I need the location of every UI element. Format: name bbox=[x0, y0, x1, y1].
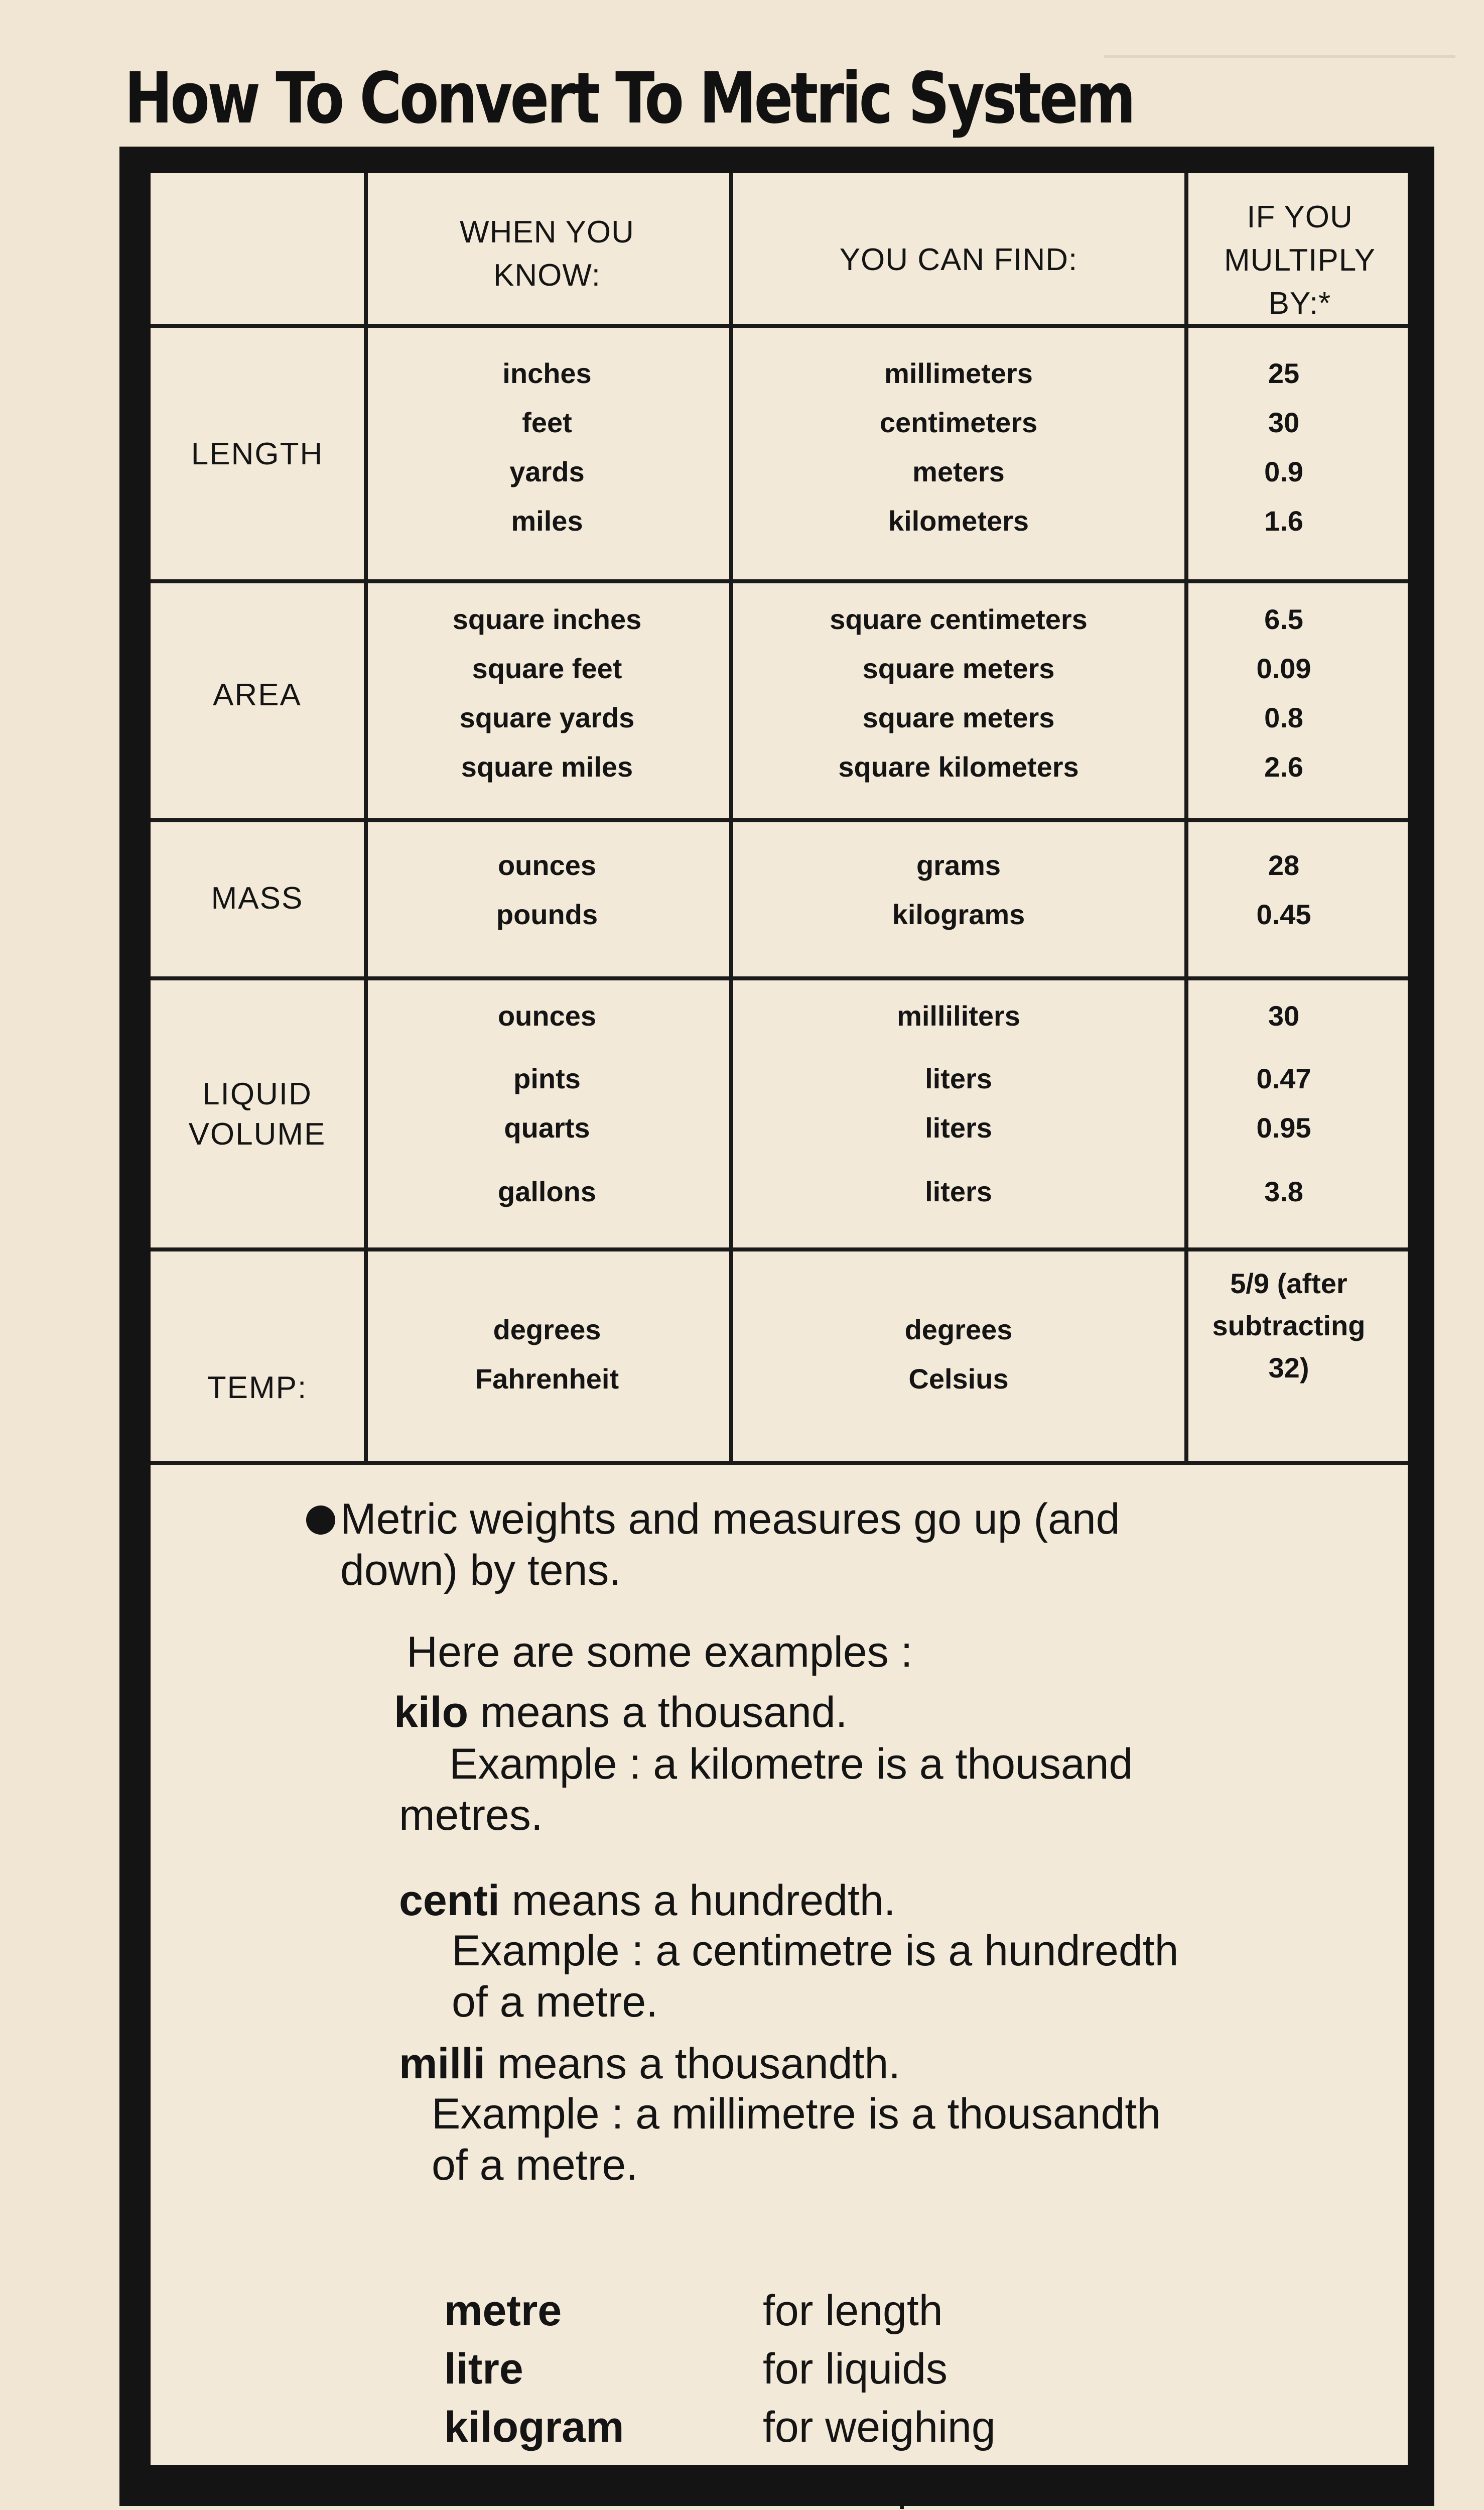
know-pounds: pounds bbox=[496, 899, 598, 930]
milli-line bbox=[399, 2038, 900, 2089]
find-square-meters-1: square meters bbox=[862, 653, 1055, 684]
multiply-30-volume: 30 bbox=[1268, 1000, 1300, 1032]
know-square-yards: square yards bbox=[459, 702, 635, 733]
kilo-term: kilo bbox=[394, 1688, 469, 1736]
multiply-0-45: 0.45 bbox=[1256, 899, 1311, 930]
know-pints: pints bbox=[513, 1063, 581, 1094]
category-liquid-volume bbox=[151, 1074, 364, 1155]
multiply-0-8: 0.8 bbox=[1264, 702, 1303, 733]
col-divider-3 bbox=[1184, 173, 1188, 1461]
use-temperature: for temperature bbox=[763, 2461, 1058, 2509]
find-square-kilometers: square kilometers bbox=[838, 751, 1079, 783]
know-temp-line2: Fahrenheit bbox=[475, 1363, 619, 1395]
category-length: LENGTH bbox=[191, 437, 324, 471]
multiply-0-9: 0.9 bbox=[1264, 456, 1303, 487]
category-mass: MASS bbox=[211, 881, 304, 916]
multiply-25: 25 bbox=[1268, 357, 1300, 389]
unit-litre: litre bbox=[444, 2345, 523, 2393]
multiply-3-8: 3.8 bbox=[1264, 1176, 1303, 1207]
find-meters: meters bbox=[912, 456, 1005, 487]
find-degrees-celsius bbox=[733, 1305, 1184, 1404]
kilo-example bbox=[399, 1738, 1353, 1841]
row-divider-length bbox=[151, 579, 1408, 583]
category-area: AREA bbox=[213, 678, 302, 712]
row-divider-area bbox=[151, 818, 1408, 822]
unit-metre: metre bbox=[444, 2287, 562, 2335]
multiply-temp-line1: 5/9 (after bbox=[1230, 1268, 1347, 1299]
row-divider-volume bbox=[151, 1247, 1408, 1251]
know-yards: yards bbox=[509, 456, 585, 487]
know-ounces-mass: ounces bbox=[497, 849, 597, 881]
find-centimeters: centimeters bbox=[879, 407, 1038, 438]
multiply-2-6: 2.6 bbox=[1264, 751, 1303, 783]
know-gallons: gallons bbox=[497, 1176, 597, 1207]
know-miles: miles bbox=[511, 505, 583, 537]
unit-kilogram: kilogram bbox=[444, 2403, 624, 2451]
page-title: How To Convert To Metric System bbox=[124, 58, 1134, 140]
know-degrees-fahrenheit bbox=[364, 1305, 730, 1404]
know-quarts: quarts bbox=[504, 1112, 590, 1144]
milli-example bbox=[432, 2088, 1360, 2191]
find-milliliters: milliliters bbox=[897, 1000, 1020, 1032]
find-grams: grams bbox=[916, 849, 1001, 881]
bullet-line1: Metric weights and measures go up (and bbox=[340, 1495, 1120, 1543]
centi-example bbox=[452, 1925, 1380, 2028]
know-square-feet: square feet bbox=[472, 653, 622, 684]
multiply-0-47: 0.47 bbox=[1256, 1063, 1311, 1094]
find-kilograms: kilograms bbox=[892, 899, 1025, 930]
bullet-line2: down) by tens. bbox=[340, 1546, 621, 1594]
header-you-can-find: YOU CAN FIND: bbox=[839, 242, 1078, 277]
know-square-inches: square inches bbox=[452, 603, 642, 635]
row-divider-mass bbox=[151, 976, 1408, 980]
milli-example-line1: Example : a millimetre is a thousandth bbox=[432, 2090, 1161, 2138]
find-temp-line1: degrees bbox=[904, 1314, 1013, 1345]
know-ounces-volume: ounces bbox=[497, 1000, 597, 1032]
category-temp: TEMP: bbox=[207, 1370, 308, 1405]
use-weighing: for weighing bbox=[763, 2403, 996, 2451]
category-liquid-line1: LIQUID bbox=[202, 1077, 312, 1111]
header-when-you-know: WHEN YOU KNOW: bbox=[460, 215, 634, 293]
know-inches: inches bbox=[502, 357, 592, 389]
kilo-rest: means a thousand. bbox=[468, 1688, 848, 1736]
multiply-temp-line2: subtracting bbox=[1212, 1310, 1366, 1341]
multiply-0-09: 0.09 bbox=[1256, 653, 1311, 684]
centi-example-line1: Example : a centimetre is a hundredth bbox=[452, 1927, 1179, 1975]
unit-celsius: °C bbox=[444, 2461, 493, 2509]
find-square-centimeters: square centimeters bbox=[830, 603, 1088, 635]
find-liters-1: liters bbox=[925, 1063, 992, 1094]
find-kilometers: kilometers bbox=[888, 505, 1029, 537]
bullet-icon bbox=[306, 1505, 335, 1535]
milli-example-line2: of a metre. bbox=[432, 2141, 638, 2189]
centi-rest: means a hundredth. bbox=[499, 1876, 896, 1925]
multiply-1-6: 1.6 bbox=[1264, 505, 1303, 537]
row-divider-temp bbox=[151, 1461, 1408, 1465]
kilo-line bbox=[394, 1687, 848, 1738]
milli-term: milli bbox=[399, 2040, 486, 2088]
find-square-meters-2: square meters bbox=[862, 702, 1055, 733]
use-length: for length bbox=[763, 2287, 943, 2335]
multiply-temp-line3: 32) bbox=[1268, 1352, 1309, 1384]
find-temp-line2: Celsius bbox=[908, 1363, 1009, 1395]
multiply-28: 28 bbox=[1268, 849, 1300, 881]
kilo-example-line2: metres. bbox=[399, 1791, 543, 1839]
multiply-30: 30 bbox=[1268, 407, 1300, 438]
centi-term: centi bbox=[399, 1876, 500, 1925]
find-liters-2: liters bbox=[925, 1112, 992, 1144]
find-liters-3: liters bbox=[925, 1176, 992, 1207]
kilo-example-line1: Example : a kilometre is a thousand bbox=[449, 1740, 1133, 1788]
header-if-you-multiply: IF YOU MULTIPLY BY:* bbox=[1224, 200, 1376, 321]
centi-example-line2: of a metre. bbox=[452, 1978, 658, 2026]
know-square-miles: square miles bbox=[461, 751, 633, 783]
know-feet: feet bbox=[522, 407, 572, 438]
multiply-0-95: 0.95 bbox=[1256, 1112, 1311, 1144]
category-liquid-line2: VOLUME bbox=[188, 1117, 326, 1152]
multiply-temp bbox=[1188, 1263, 1389, 1389]
examples-intro: Here are some examples : bbox=[407, 1628, 913, 1676]
centi-line bbox=[399, 1875, 896, 1926]
bullet-note bbox=[306, 1493, 1360, 1596]
use-liquids: for liquids bbox=[763, 2345, 948, 2393]
find-millimeters: millimeters bbox=[884, 357, 1033, 389]
multiply-6-5: 6.5 bbox=[1264, 603, 1303, 635]
page-texture bbox=[1104, 55, 1455, 129]
content-panel bbox=[151, 173, 1408, 2509]
milli-rest: means a thousandth. bbox=[485, 2040, 901, 2088]
know-temp-line1: degrees bbox=[493, 1314, 601, 1345]
